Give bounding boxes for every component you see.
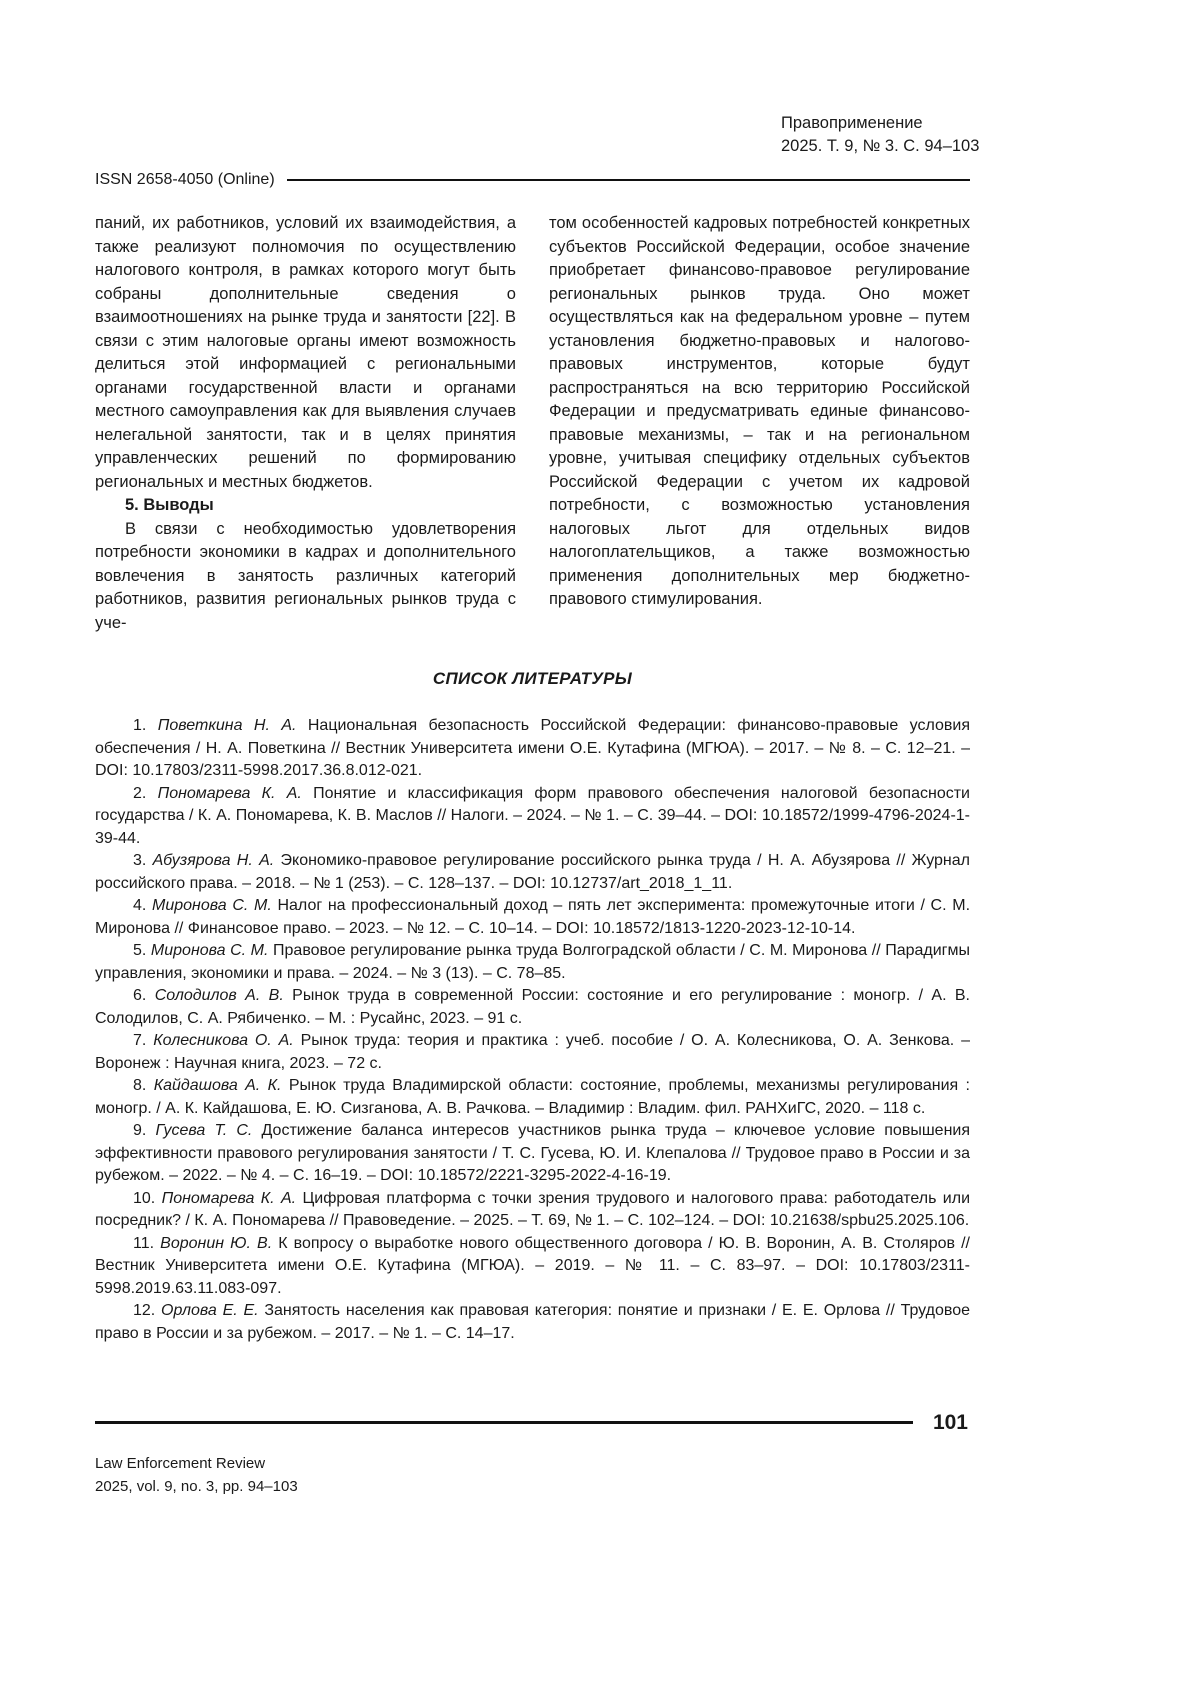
reference-number: 11. — [133, 1234, 161, 1252]
reference-text: Налог на профессиональный доход – пять лет эксперимента: промежуточные итоги / С. М. Миронова // Финансовое право. – 2023. – № 12. – С. 10–14. – DOI: 10.18572/1813-1220-2023-12-10-14. — [95, 897, 971, 937]
reference-author: Гусева Т. С. — [155, 1122, 262, 1139]
right-column — [549, 212, 970, 635]
footer — [95, 1452, 298, 1498]
reference-text: Экономико-правовое регулирование российского рынка труда / Н. А. Абузярова // Журнал российского права. – 2018. – № 1 (253). – С. 128–137. – DOI: 10.12737/art_2018_1_11. — [95, 852, 970, 892]
reference-item — [95, 1075, 970, 1120]
reference-number: 8. — [133, 1077, 154, 1094]
reference-item — [95, 985, 970, 1030]
journal-issue-ru: 2025. Т. 9, № 3. С. 94–103 — [781, 137, 980, 155]
reference-item — [95, 940, 970, 985]
reference-number: 2. — [133, 784, 158, 802]
reference-author: Миронова С. М. — [152, 897, 278, 914]
references-list — [95, 715, 970, 1345]
reference-author: Поветкина Н. А. — [157, 717, 308, 734]
journal-title-ru: Правоприменение — [781, 114, 923, 132]
reference-text: Рынок труда Владимирской области: состояние, проблемы, механизмы регулирования : моногр. / А. К. Кайдашова, Е. Ю. Сизганова, А. В. Рачкова. – Владимир : Владим. фил. РАНХиГС, 2020. – 118 с. — [95, 1077, 970, 1117]
reference-author: Орлова Е. Е. — [161, 1302, 265, 1319]
reference-number: 7. — [133, 1032, 154, 1049]
body-paragraph-continued: том особенностей кадровых потребностей конкретных субъектов Российской Федерации, особое значение приобретает финансово-правовое регулирование региональных рынков труда. Оно может осуществляться как на федеральном уровне – путем установления бюджетно-правовых и налогово-правовых инструментов, которые будут распространяться на всю территорию Российской Федерации и предусматривать единые финансово-правовые механизмы, – так и на региональном уровне, учитывая специфику отдельных субъектов Российской Федерации с учетом их кадровой потребности, с возможностью установления налоговых льгот для отдельных видов налогоплательщиков, а также возможностью применения дополнительных мер бюджетно-правового стимулирования. — [549, 214, 970, 608]
header-rule — [287, 179, 970, 182]
reference-number: 10. — [133, 1189, 162, 1207]
journal-issue-en: 2025, vol. 9, no. 3, pp. 94–103 — [95, 1478, 298, 1495]
body-paragraph: В связи с необходимостью удовлетворения потребности экономики в кадрах и дополнительного вовлечения в занятость различных категорий работников, развития региональных рынков труда с уче- — [95, 519, 516, 632]
reference-item — [95, 715, 970, 783]
reference-item — [95, 850, 970, 895]
reference-author: Солодилов А. В. — [154, 987, 293, 1004]
page-number-row — [95, 1412, 968, 1433]
reference-text: Понятие и классификация форм правового обеспечения налоговой безопасности государства / К. А. Пономарева, К. В. Маслов // Налоги. – 2024. – № 1. – С. 39–44. – DOI: 10.18572/1999-4796-2024-1-39-44. — [95, 784, 970, 847]
reference-item — [95, 1188, 970, 1233]
reference-item — [95, 1300, 970, 1345]
reference-text: Национальная безопасность Российской Федерации: финансово-правовые условия обеспечения / Н. А. Поветкина // Вестник Университета имени О.Е. Кутафина (МГЮА). – 2017. – № 8. – С. 12–21. – DOI: 10.17803/2311-5998.2017.36.8.012-021. — [95, 717, 970, 779]
reference-number: 12. — [133, 1302, 162, 1319]
issn-label: ISSN 2658-4050 (Online) — [95, 171, 275, 188]
reference-text: Занятость населения как правовая категория: понятие и признаки / Е. Е. Орлова // Трудовое право в России и за рубежом. – 2017. – № 1. – С. 14–17. — [95, 1302, 971, 1342]
reference-number: 6. — [133, 987, 155, 1004]
reference-item — [95, 1233, 970, 1301]
references-heading: СПИСОК ЛИТЕРАТУРЫ — [432, 669, 633, 688]
reference-author: Колесникова О. А. — [153, 1032, 301, 1049]
reference-number: 1. — [133, 717, 158, 734]
reference-text: Достижение баланса интересов участников рынка труда – ключевое условие повышения эффективности правового регулирования занятости / Т. С. Гусева, Ю. И. Клепалова // Трудовое право в России и за рубежом. – 2022. – № 4. – С. 16–19. – DOI: 10.18572/2221-3295-2022-4-16-19. — [95, 1122, 971, 1184]
reference-item — [95, 895, 970, 940]
journal-title-en: Law Enforcement Review — [95, 1455, 266, 1472]
journal-header — [95, 112, 980, 158]
article-body — [95, 212, 970, 635]
reference-number: 9. — [133, 1122, 156, 1139]
reference-item — [95, 1030, 970, 1075]
reference-item — [95, 1120, 970, 1188]
reference-item — [95, 783, 970, 851]
reference-text: Правовое регулирование рынка труда Волгоградской области / С. М. Миронова // Парадигмы управления, экономики и права. – 2024. – № 3 (13). – С. 78–85. — [95, 942, 971, 982]
reference-author: Абузярова Н. А. — [152, 852, 281, 869]
reference-text: К вопросу о выработке нового общественного договора / Ю. В. Воронин, А. В. Столяров // Вестник Университета имени О.Е. Кутафина (МГЮА). – 2019. – № 11. – С. 83–97. – DOI: 10.17803/2311-5998.2019.63.11.083-097. — [95, 1234, 971, 1297]
conclusions-heading: 5. Выводы — [125, 496, 214, 514]
issn-row — [95, 171, 970, 189]
left-column — [95, 212, 516, 635]
page-number: 101 — [932, 1411, 968, 1434]
footer-rule — [95, 1421, 913, 1424]
reference-number: 4. — [133, 897, 153, 914]
reference-text: Рынок труда: теория и практика : учеб. пособие / О. А. Колесникова, О. А. Зенкова. – Воронеж : Научная книга, 2023. – 72 с. — [95, 1032, 971, 1072]
reference-author: Пономарева К. А. — [161, 1189, 303, 1207]
body-paragraph-continued: паний, их работников, условий их взаимодействия, а также реализуют полномочия по осуществлению налогового контроля, в рамках которого могут быть собраны дополнительные сведения о взаимоотношениях на рынке труда и занятости [22]. В связи с этим налоговые органы имеют возможность делиться этой информацией с региональными органами государственной власти и органами местного самоуправления как для выявления случаев нелегальной занятости, так и в целях принятия управленческих решений по формированию региональных и местных бюджетов. — [95, 214, 516, 491]
reference-number: 3. — [133, 852, 153, 869]
reference-author: Миронова С. М. — [150, 942, 274, 959]
reference-author: Пономарева К. А. — [157, 784, 314, 802]
reference-number: 5. — [133, 942, 151, 959]
reference-text: Рынок труда в современной России: состояние и его регулирование : моногр. / А. В. Солодилов, С. А. Рябиченко. – М. : Русайнс, 2023. – 91 с. — [95, 987, 971, 1027]
reference-text: Цифровая платформа с точки зрения трудового и налогового права: работодатель или посредник? / К. А. Пономарева // Правоведение. – 2025. – Т. 69, № 1. – С. 102–124. – DOI: 10.21638/spbu25.2025.106. — [95, 1189, 971, 1229]
reference-author: Воронин Ю. В. — [160, 1234, 279, 1252]
reference-author: Кайдашова А. К. — [153, 1077, 289, 1094]
